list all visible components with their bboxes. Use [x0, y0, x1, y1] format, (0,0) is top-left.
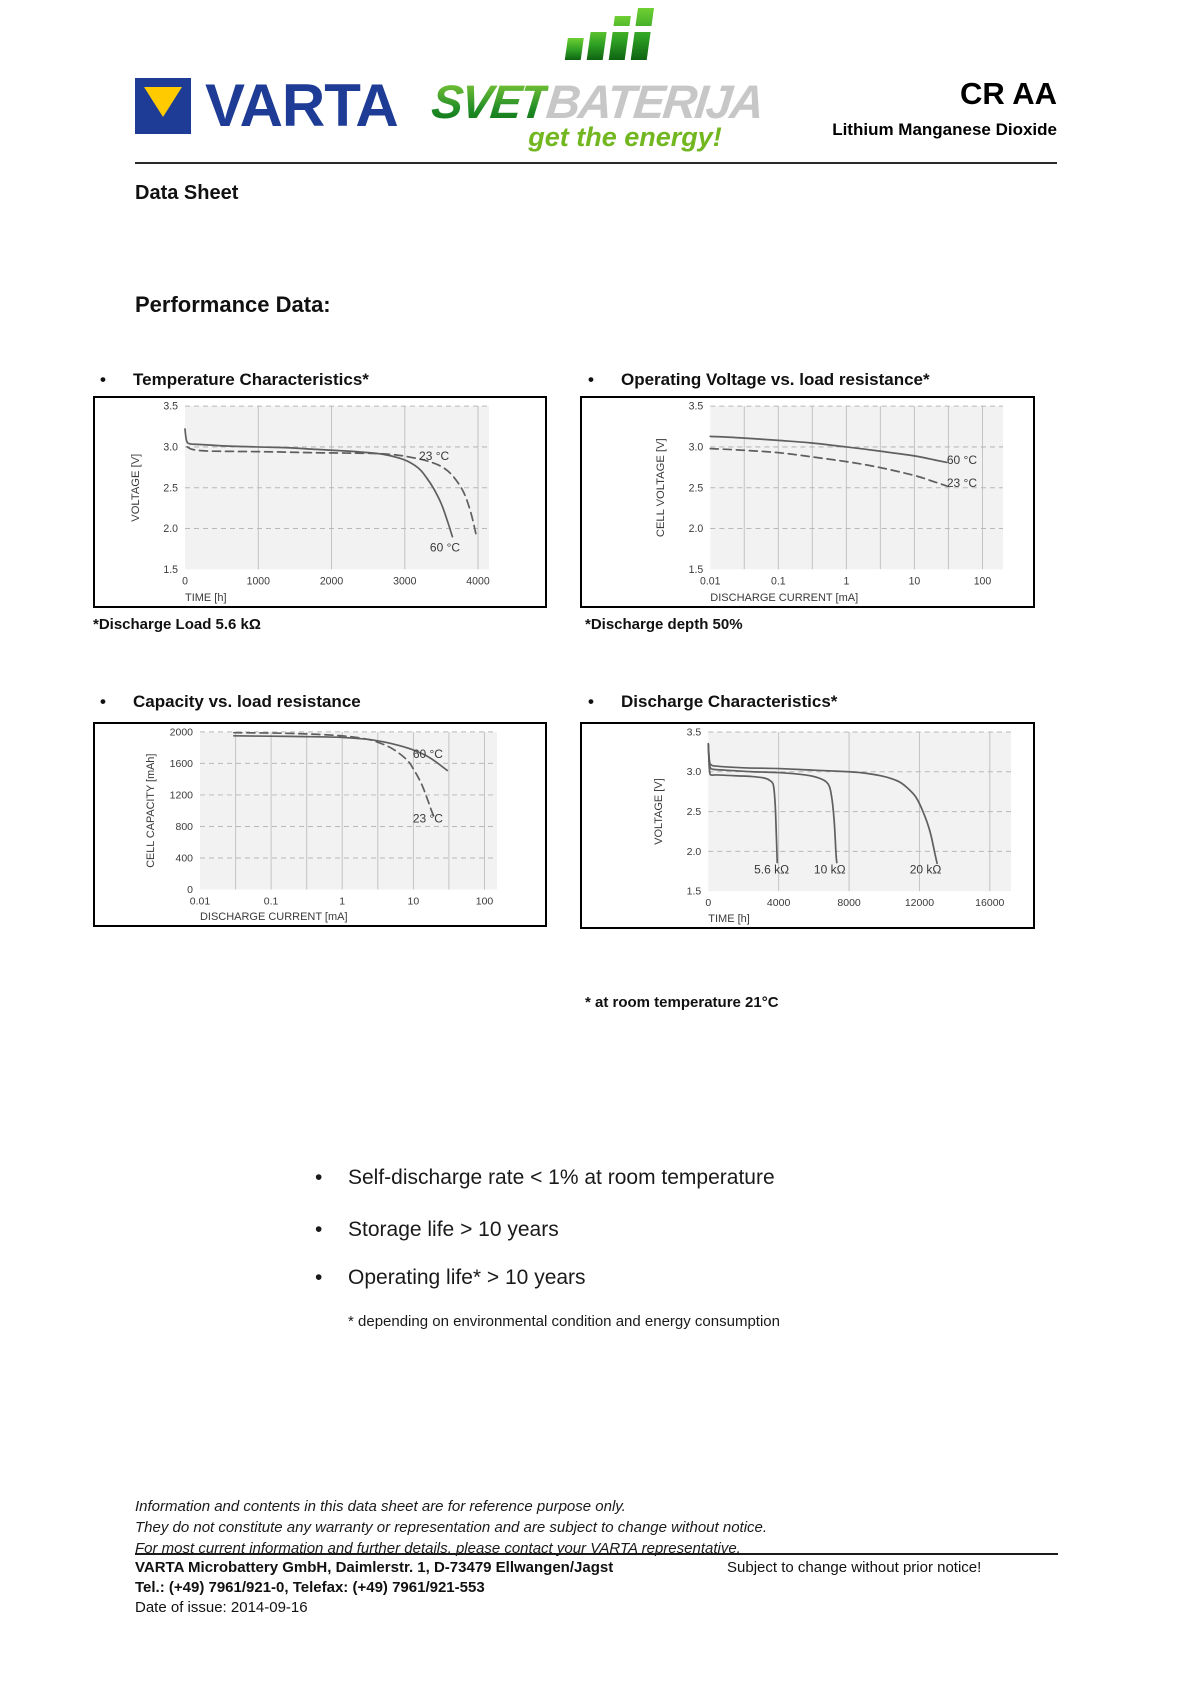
svg-text:0.01: 0.01 — [189, 896, 211, 908]
product-title: CR AA — [959, 76, 1057, 111]
notice-line: Subject to change without prior notice! — [727, 1559, 982, 1576]
svg-text:TIME [h]: TIME [h] — [185, 591, 227, 604]
svg-text:3.5: 3.5 — [163, 400, 178, 413]
svg-text:2.0: 2.0 — [163, 522, 178, 536]
discharge-characteristics-chart — [580, 722, 1035, 929]
svg-text:1: 1 — [339, 896, 346, 908]
bullet-icon: • — [315, 1166, 323, 1189]
footer-disclaimer-line: For most current information and further details, please contact your VARTA representative. — [135, 1540, 741, 1557]
svg-text:0.01: 0.01 — [700, 575, 721, 588]
svg-text:3.5: 3.5 — [688, 400, 704, 413]
svg-text:8000: 8000 — [837, 898, 861, 910]
svg-text:0.1: 0.1 — [771, 575, 786, 588]
bullet-icon: • — [315, 1266, 323, 1289]
operating-voltage-chart — [580, 396, 1035, 608]
svg-text:3000: 3000 — [393, 575, 417, 588]
svg-text:2.5: 2.5 — [686, 807, 702, 819]
header-rule — [135, 162, 1057, 164]
section-title-capacity: • Capacity vs. load resistance — [100, 692, 361, 711]
svg-text:0.1: 0.1 — [263, 896, 279, 908]
svg-text:2000: 2000 — [319, 575, 344, 588]
baterija-logo-text: BATERIJA — [543, 75, 766, 128]
temperature-characteristics-chart — [93, 396, 547, 608]
svg-text:1.5: 1.5 — [688, 563, 704, 576]
svg-text:CELL VOLTAGE [V]: CELL VOLTAGE [V] — [655, 438, 668, 538]
chart-footnote-discharge-depth: *Discharge depth 50% — [585, 616, 743, 633]
svetbaterija-logo — [429, 74, 792, 129]
capacity-chart — [93, 722, 547, 927]
section-title-temperature: • Temperature Characteristics* — [100, 370, 369, 389]
phone-line: Tel.: (+49) 7961/921-0, Telefax: (+49) 7961/921-553 — [135, 1579, 485, 1596]
bullet-icon: • — [315, 1218, 323, 1241]
svg-text:VOLTAGE [V]: VOLTAGE [V] — [130, 453, 142, 522]
svg-text:23 °C: 23 °C — [419, 448, 450, 464]
company-line: VARTA Microbattery GmbH, Daimlerstr. 1, D-73479 Ellwangen/Jagst — [135, 1559, 614, 1576]
svg-text:10 kΩ: 10 kΩ — [813, 862, 846, 877]
varta-triangle-icon — [144, 87, 182, 117]
varta-brand-text: VARTA — [205, 72, 398, 139]
svg-text:0: 0 — [182, 575, 188, 588]
footer-rule — [135, 1553, 1058, 1555]
svg-text:3.0: 3.0 — [163, 441, 178, 454]
bullet-icon: • — [588, 370, 594, 389]
svg-text:60 °C: 60 °C — [946, 452, 978, 468]
svg-text:10: 10 — [908, 575, 921, 588]
svg-text:VOLTAGE [V]: VOLTAGE [V] — [653, 778, 666, 845]
bullet-icon: • — [100, 692, 106, 711]
svg-text:1.5: 1.5 — [163, 563, 178, 576]
svet-logo-text: SVET — [429, 75, 550, 128]
varta-logo-mark — [135, 78, 191, 134]
varta-logo — [135, 72, 398, 139]
signal-bars-icon — [564, 8, 656, 65]
footer-disclaimer-line: They do not constitute any warranty or representation and are subject to change without notice. — [135, 1519, 768, 1536]
chemistry-subtitle: Lithium Manganese Dioxide — [832, 120, 1057, 139]
svg-text:DISCHARGE CURRENT [mA]: DISCHARGE CURRENT [mA] — [200, 911, 348, 924]
svg-text:1.5: 1.5 — [686, 886, 702, 898]
svg-text:2.0: 2.0 — [688, 523, 704, 536]
svg-text:0: 0 — [187, 885, 193, 896]
svg-text:60 °C: 60 °C — [429, 540, 461, 555]
svg-text:100: 100 — [475, 896, 494, 908]
svg-text:2.5: 2.5 — [688, 482, 704, 495]
svg-text:3.5: 3.5 — [686, 727, 702, 739]
svg-text:1200: 1200 — [169, 790, 193, 802]
svg-text:1000: 1000 — [246, 575, 270, 588]
footer-disclaimer-line: Information and contents in this data sheet are for reference purpose only. — [135, 1498, 626, 1515]
bullet-icon: • — [588, 692, 594, 711]
svg-text:12000: 12000 — [904, 898, 935, 910]
svg-text:400: 400 — [175, 853, 193, 865]
svg-text:1: 1 — [843, 575, 850, 588]
svg-text:100: 100 — [973, 575, 992, 588]
spec-footnote: * depending on environmental condition and energy consumption — [348, 1313, 780, 1330]
svg-text:CELL CAPACITY [mAh]: CELL CAPACITY [mAh] — [144, 753, 158, 868]
svg-text:3.0: 3.0 — [688, 441, 704, 454]
svg-text:3.0: 3.0 — [686, 767, 702, 779]
svg-text:2.0: 2.0 — [686, 846, 702, 858]
svg-text:1600: 1600 — [169, 758, 193, 770]
svg-text:5.6 kΩ: 5.6 kΩ — [754, 862, 790, 877]
svg-text:23 °C: 23 °C — [412, 811, 443, 826]
bullet-icon: • — [100, 370, 106, 389]
svg-text:16000: 16000 — [975, 898, 1005, 910]
datasheet-title: Data Sheet — [135, 182, 239, 204]
section-title-discharge: • Discharge Characteristics* — [588, 692, 838, 711]
date-line: Date of issue: 2014-09-16 — [135, 1599, 308, 1616]
svg-text:60 °C: 60 °C — [412, 746, 443, 761]
performance-heading: Performance Data: — [135, 292, 331, 317]
svg-text:800: 800 — [175, 821, 193, 833]
chart-footnote-room-temperature: * at room temperature 21°C — [585, 994, 779, 1011]
svg-text:0: 0 — [705, 898, 712, 910]
svg-text:23 °C: 23 °C — [946, 475, 978, 490]
tagline: get the energy! — [528, 122, 722, 152]
svg-text:10: 10 — [407, 896, 420, 908]
svg-text:2.5: 2.5 — [163, 482, 178, 495]
svg-text:4000: 4000 — [766, 898, 791, 910]
chart-footnote-discharge-load: *Discharge Load 5.6 kΩ — [93, 616, 261, 633]
spec-bullet-self-discharge: • Self-discharge rate < 1% at room temperature — [315, 1166, 775, 1189]
spec-bullet-operating-life: • Operating life* > 10 years — [315, 1266, 586, 1289]
svg-text:20 kΩ: 20 kΩ — [909, 862, 942, 877]
spec-bullet-storage-life: • Storage life > 10 years — [315, 1218, 559, 1241]
svg-text:2000: 2000 — [169, 727, 193, 739]
svg-text:4000: 4000 — [466, 575, 490, 588]
svg-text:TIME [h]: TIME [h] — [708, 913, 750, 926]
svg-text:DISCHARGE CURRENT [mA]: DISCHARGE CURRENT [mA] — [710, 591, 859, 604]
section-title-operating-voltage: • Operating Voltage vs. load resistance* — [588, 370, 930, 389]
